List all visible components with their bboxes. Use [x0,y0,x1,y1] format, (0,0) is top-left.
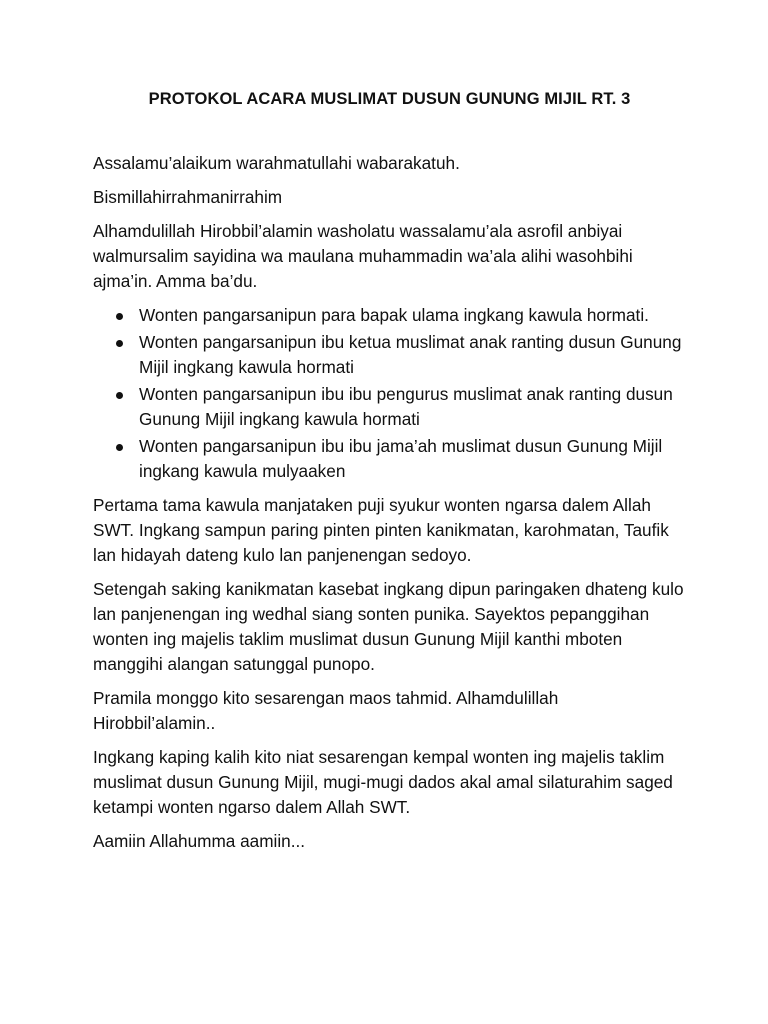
list-item [93,434,684,484]
salutation-list [93,303,684,484]
list-item-text: Wonten pangarsanipun ibu ibu pengurus muslimat anak ranting dusun Gunung Mijil ingkang kawula hormati [139,384,673,429]
list-item-text: Wonten pangarsanipun ibu ketua muslimat anak ranting dusun Gunung Mijil ingkang kawula hormati [139,332,682,377]
bismillah-paragraph: Bismillahirrahmanirrahim [93,187,283,207]
list-item [93,382,684,432]
list-item-text: Wonten pangarsanipun para bapak ulama ingkang kawula hormati. [139,305,649,325]
body-paragraph-1: Pertama tama kawula manjataken puji syukur wonten ngarsa dalem Allah SWT. Ingkang sampun paring pinten pinten kanikmatan, karohmatan, Taufik lan hidayah dateng kulo lan panjenengan sedoyo. [93,495,669,565]
hamdalah-paragraph: Alhamdulillah Hirobbil’alamin washolatu wassalamu’ala asrofil anbiyai walmursalim sayidina wa maulana muhammadin wa’ala alihi wasohbihi ajma’in. Amma ba’du. [93,221,633,291]
document-title: PROTOKOL ACARA MUSLIMAT DUSUN GUNUNG MIJIL RT. 3 [148,90,631,108]
body-paragraph-2: Setengah saking kanikmatan kasebat ingkang dipun paringaken dhateng kulo lan panjenengan ing wedhal siang sonten punika. Sayektos pepanggihan wonten ing majelis taklim muslimat dusun Gunung Mijil kanthi mboten manggihi alangan satunggal punopo. [93,579,684,674]
list-item [93,330,684,380]
bullet-icon [116,313,123,320]
bullet-icon [116,392,123,399]
body-paragraph-3: Pramila monggo kito sesarengan maos tahmid. Alhamdulillah Hirobbil’alamin.. [93,688,559,733]
body-paragraph-4: Ingkang kaping kalih kito niat sesarengan kempal wonten ing majelis taklim muslimat dusun Gunung Mijil, mugi-mugi dados akal amal silaturahim saged ketampi wonten ngarso dalem Allah SWT. [93,747,673,817]
list-item-text: Wonten pangarsanipun ibu ibu jama’ah muslimat dusun Gunung Mijil ingkang kawula mulyaaken [139,436,663,481]
greeting-paragraph: Assalamu’alaikum warahmatullahi wabarakatuh. [93,153,460,173]
bullet-icon [116,340,123,347]
list-item [93,303,684,328]
closing-paragraph: Aamiin Allahumma aamiin... [93,831,306,851]
bullet-icon [116,444,123,451]
